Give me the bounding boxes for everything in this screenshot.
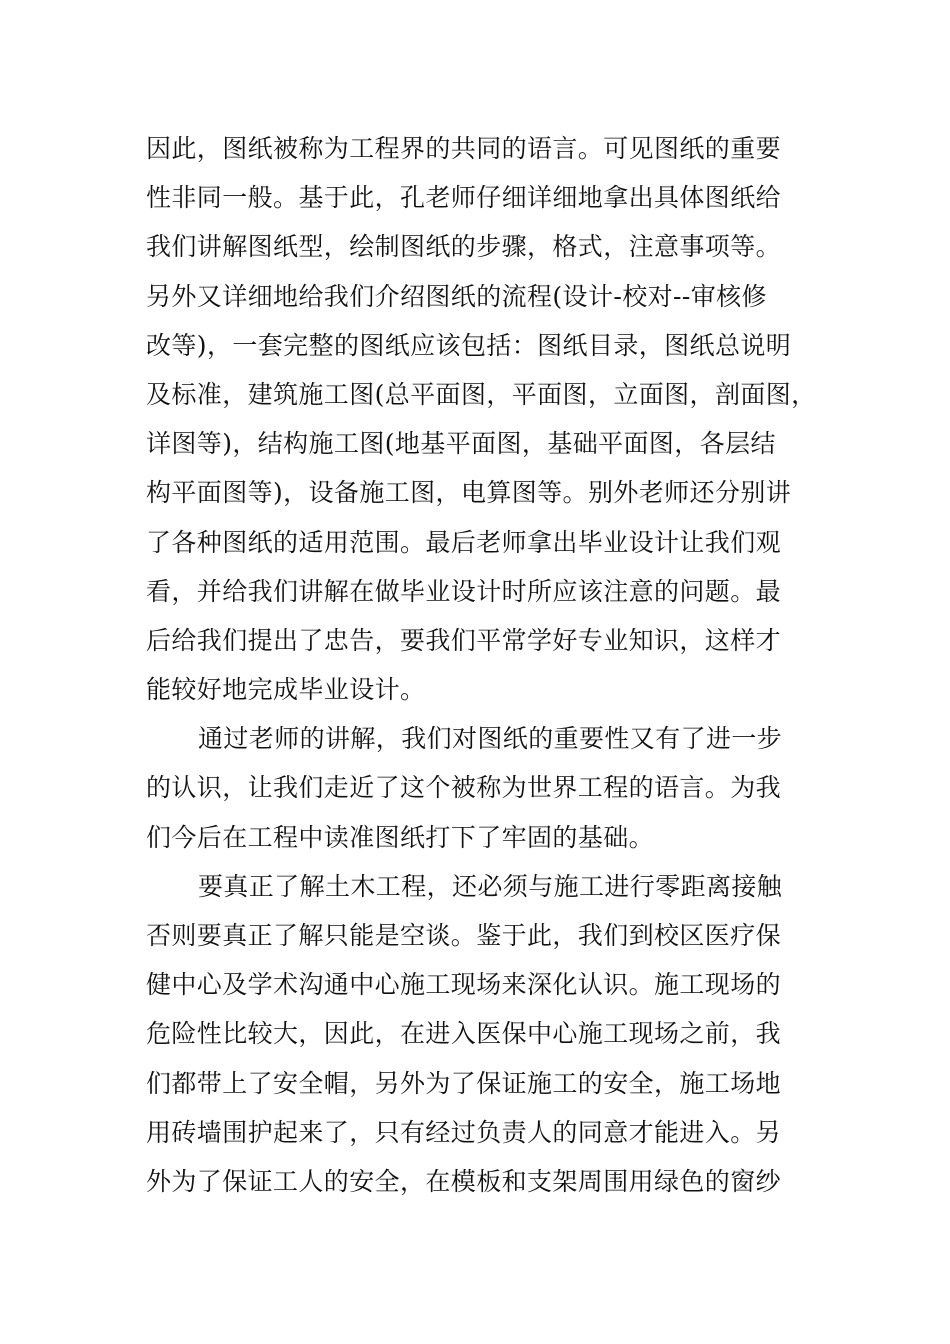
text-line: 健中心及学术沟通中心施工现场来深化认识。施工现场的 <box>146 970 782 1000</box>
text-line: 通过老师的讲解，我们对图纸的重要性又有了进一步 <box>198 724 783 754</box>
text-line: 危险性比较大，因此，在进入医保中心施工现场之前，我 <box>146 1019 782 1049</box>
text-line: 另外又详细地给我们介绍图纸的流程(设计-校对--审核修 <box>146 281 767 311</box>
text-line: 改等)，一套完整的图纸应该包括：图纸目录，图纸总说明 <box>146 330 792 360</box>
text-line: 的认识，让我们走近了这个被称为世界工程的语言。为我 <box>146 773 782 803</box>
text-line: 用砖墙围护起来了，只有经过负责人的同意才能进入。另 <box>146 1117 782 1147</box>
text-line: 们今后在工程中读准图纸打下了牢固的基础。 <box>146 822 655 852</box>
text-line: 构平面图等)，设备施工图，电算图等。别外老师还分别讲 <box>146 478 792 508</box>
text-line: 性非同一般。基于此，孔老师仔细详细地拿出具体图纸给 <box>146 183 782 213</box>
text-line: 看，并给我们讲解在做毕业设计时所应该注意的问题。最 <box>146 576 782 606</box>
text-line: 详图等)，结构施工图(地基平面图，基础平面图，各层结 <box>146 429 776 459</box>
text-line: 及标准，建筑施工图(总平面图，平面图，立面图，剖面图， <box>146 379 817 409</box>
body-text <box>146 124 822 1206</box>
text-line: 要真正了解土木工程，还必须与施工进行零距离接触 <box>198 871 783 901</box>
text-line: 能较好地完成毕业设计。 <box>146 675 426 705</box>
text-line: 后给我们提出了忠告，要我们平常学好专业知识，这样才 <box>146 625 782 655</box>
text-line: 外为了保证工人的安全，在模板和支架周围用绿色的窗纱 <box>146 1166 782 1196</box>
text-line: 否则要真正了解只能是空谈。鉴于此，我们到校区医疗保 <box>146 921 782 950</box>
text-line: 们都带上了安全帽，另外为了保证施工的安全，施工场地 <box>146 1068 782 1098</box>
text-line: 了各种图纸的适用范围。最后老师拿出毕业设计让我们观 <box>146 527 782 557</box>
text-line: 因此，图纸被称为工程界的共同的语言。可见图纸的重要 <box>146 134 782 163</box>
text-line: 我们讲解图纸型，绘制图纸的步骤，格式，注意事项等。 <box>146 232 782 262</box>
